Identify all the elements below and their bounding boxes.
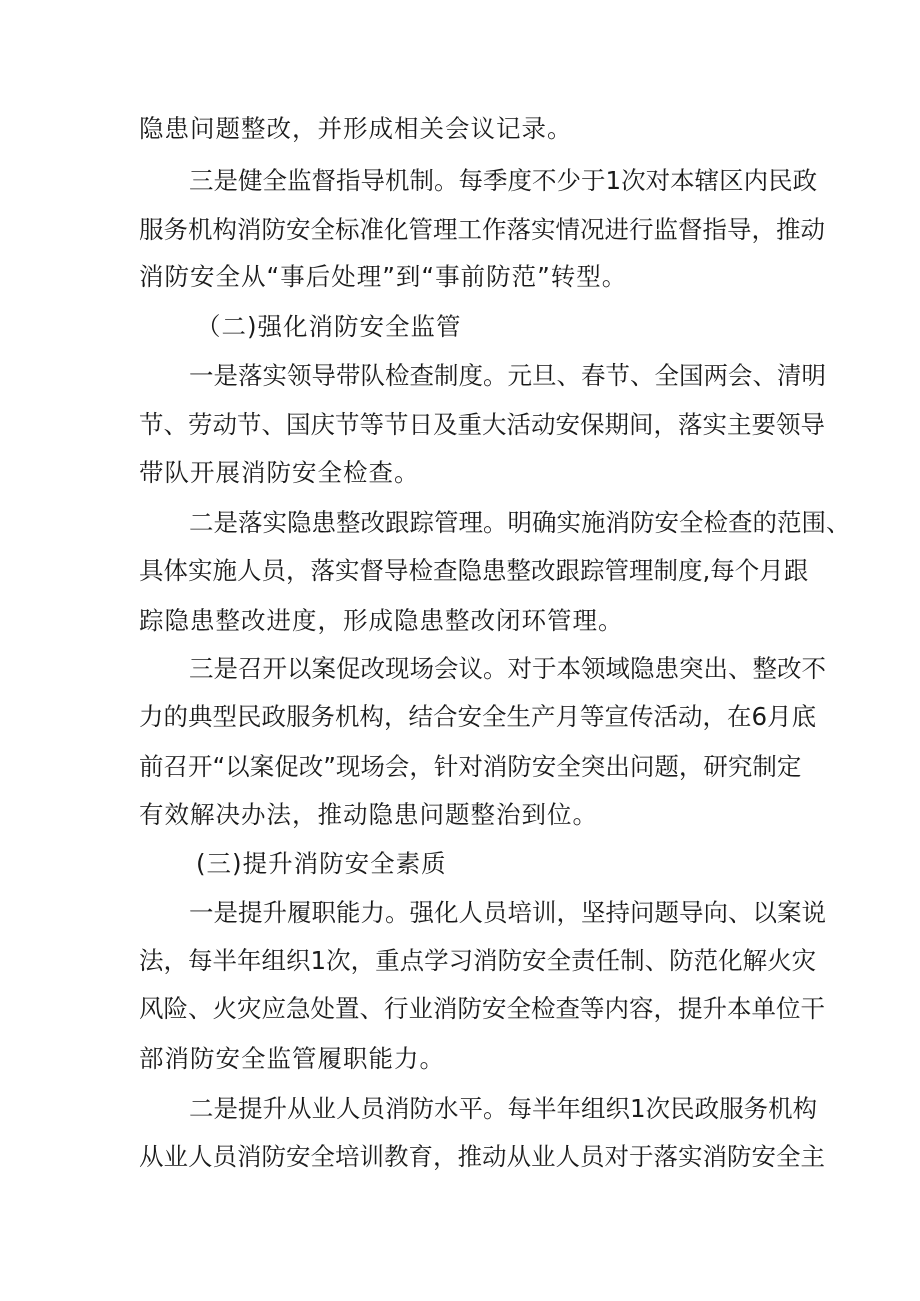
text-line-8: 带队开展消防安全检查。 bbox=[139, 458, 420, 487]
text-line-7: 节 、 劳 动 节 、 国 庆 节 等 节 日 及 重 大 活 动 安 保 期 间 ， 落 实 主 要 领 导 bbox=[139, 410, 825, 439]
text-line-11: 踪隐患整改进度，形成隐患整改闭环管理。 bbox=[139, 606, 624, 635]
text-line-9: 二 是 落 实 隐 患 整 改 跟 踪 管 理 。 明 确 实 施 消 防 安 全 检 查 的 范 围 、 bbox=[189, 508, 851, 537]
section-heading-3: (三)提升消防安全素质 bbox=[196, 849, 447, 878]
text-line-3: 服 务 机 构 消 防 安 全 标 准 化 管 理 工 作 落 实 情 况 进 行 监 督 指 导 ， 推 动 bbox=[139, 215, 825, 244]
text-line-2: 三 是 健 全 监 督 指 导 机 制 。 每 季 度 不 少 于 1 次 对 本 辖 区 内 民 政 bbox=[189, 166, 818, 195]
text-line-15: 有效解决办法，推动隐患问题整治到位。 bbox=[139, 800, 598, 829]
text-line-22: 从 业 人 员 消 防 安 全 培 训 教 育 ， 推 动 从 业 人 员 对 于 落 实 消 防 安 全 主 bbox=[139, 1142, 825, 1171]
text-line-17: 一 是 提 升 履 职 能 力 。 强 化 人 员 培 训 ， 坚 持 问 题 导 向 、 以 案 说 bbox=[189, 898, 826, 927]
text-line-14: 前 召 开 “ 以 案 促 改 ” 现 场 会 ， 针 对 消 防 安 全 突 出 问 题 ， 研 究 制 定 bbox=[139, 752, 802, 781]
text-line-4: 消防安全从“事后处理”到“事前防范”转型。 bbox=[139, 262, 628, 291]
section-heading-2: （二)强化消防安全监管 bbox=[196, 312, 462, 341]
text-line-1: 隐患问题整改，并形成相关会议记录。 bbox=[139, 114, 573, 143]
text-line-20: 部消防安全监管履职能力。 bbox=[139, 1044, 445, 1073]
text-line-18: 法 ， 每 半 年 组 织 1 次 ， 重 点 学 习 消 防 安 全 责 任 制 、 防 范 化 解 火 灾 bbox=[139, 946, 817, 975]
text-line-6: 一 是 落 实 领 导 带 队 检 查 制 度 。 元 旦 、 春 节 、 全 国 两 会 、 清 明 bbox=[189, 361, 826, 390]
text-line-10: 具 体 实 施 人 员 ， 落 实 督 导 检 查 隐 患 整 改 跟 踪 管 理 制 度 , 每 个 月 跟 bbox=[139, 556, 809, 585]
text-line-13: 力 的 典 型 民 政 服 务 机 构 ， 结 合 安 全 生 产 月 等 宣 传 活 动 ， 在 6 月 底 bbox=[139, 702, 817, 731]
text-line-21: 二 是 提 升 从 业 人 员 消 防 水 平 。 每 半 年 组 织 1 次 民 政 服 务 机 构 bbox=[189, 1094, 818, 1123]
text-line-12: 三 是 召 开 以 案 促 改 现 场 会 议 。 对 于 本 领 域 隐 患 突 出 、 整 改 不 bbox=[189, 654, 826, 683]
text-line-19: 风 险 、 火 灾 应 急 处 置 、 行 业 消 防 安 全 检 查 等 内 容 ， 提 升 本 单 位 干 bbox=[139, 994, 825, 1023]
